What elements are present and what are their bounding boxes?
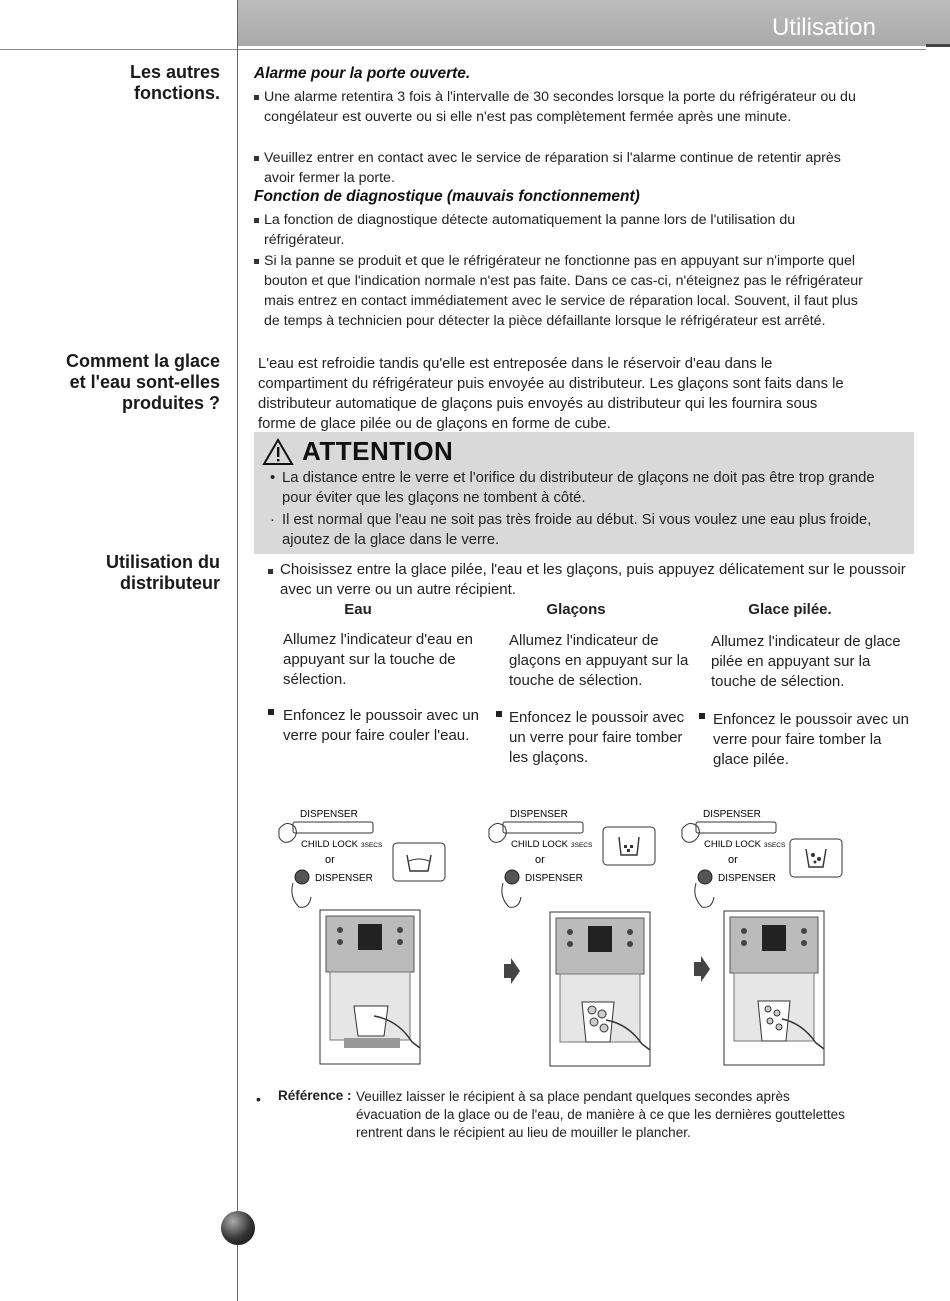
reference-text: Veuillez laisser le récipient à sa place pendant quelques secondes après évacuation de la glace ou de l'eau, de manière à ce que les dernières gouttelettes rentrent dans le récipient au lieu de mouiller le plancher. [356, 1089, 845, 1140]
margin-line [237, 0, 238, 1301]
reference-dot: • [256, 1091, 261, 1107]
alarme-bullet-1 [254, 87, 874, 127]
panel-label-or: or [325, 854, 335, 866]
attention-bullet-2-text: Il est normal que l'eau ne soit pas très froide au début. Si vous voulez une eau plus froide, ajoutez de la glace dans le verre. [282, 512, 872, 548]
column-glacons-text-1: Allumez l'indicateur de glaçons en appuyant sur la touche de sélection. [509, 632, 689, 689]
panel-label-secs: 3SECS [764, 842, 786, 849]
bullet-square [496, 711, 502, 717]
crushed-ice-indicator-icon [790, 839, 842, 877]
column-heading-eau: Eau [344, 601, 372, 618]
hand-icon [292, 883, 311, 907]
panel-label-dispenser-bottom: DISPENSER [718, 873, 776, 884]
side-heading-distributeur: Utilisation du distributeur [106, 552, 220, 593]
panel-label-or: or [728, 854, 738, 866]
panel-label-secs: 3SECS [361, 842, 383, 849]
dispenser-ice-cube-illustration [548, 910, 652, 1068]
panel-label-dispenser: DISPENSER [703, 809, 761, 820]
diagnostic-heading: Fonction de diagnostique (mauvais fonctionnement) [254, 188, 640, 205]
alarme-heading: Alarme pour la porte ouverte. [254, 65, 471, 82]
panel-label-dispenser-bottom: DISPENSER [315, 873, 373, 884]
attention-bullet-2 [270, 510, 890, 550]
side-heading-autres: Les autres fonctions. [129, 62, 220, 103]
bullet-square [254, 95, 259, 100]
panel-label-child-lock: CHILD LOCK [301, 839, 359, 850]
water-indicator-icon [393, 843, 445, 881]
button-icon [698, 870, 712, 884]
panel-label-secs: 3SECS [571, 842, 593, 849]
panel-label-child-lock: CHILD LOCK [511, 839, 569, 850]
dispenser-water-illustration [318, 908, 422, 1066]
control-panel-eau [275, 805, 465, 920]
bullet-square [699, 713, 705, 719]
column-heading-glacons: Glaçons [546, 601, 606, 618]
column-heading-glace-pilee: Glace pilée. [748, 601, 832, 618]
header-tab-mark [926, 44, 950, 47]
panel-label-child-lock: CHILD LOCK [704, 839, 762, 850]
bullet-square [254, 218, 259, 223]
column-glacons-text-2: Enfoncez le poussoir avec un verre pour faire tomber les glaçons. [509, 709, 685, 766]
arrow-right-icon [692, 956, 710, 982]
page-title: Utilisation [771, 14, 876, 41]
cubed-ice-indicator-icon [603, 827, 655, 865]
page-marker-ball [221, 1211, 255, 1245]
distrib-intro [268, 560, 918, 600]
dispenser-crushed-ice-illustration [722, 909, 826, 1067]
reference-label: Référence : [278, 1088, 352, 1103]
diagnostic-bullet-2-text: Si la panne se produit et que le réfrigérateur ne fonctionne pas en appuyant sur n'importe quel bouton et que l'indication normale n'est pas faite. Dans ce cas-ci, n'éteignez pas le réfrigérateur mais entrez en contact immédiatement avec le service de réparation local. Souvent, il faut plus de temps à technicien pour détecter la pièce défaillante lorsque le réfrigérateur est arrêté. [264, 253, 863, 329]
alarme-bullet-2-text: Veuillez entrer en contact avec le service de réparation si l'alarme continue de retentir après avoir fermer la porte. [264, 150, 841, 186]
button-icon [295, 870, 309, 884]
diagnostic-bullet-1-text: La fonction de diagnostique détecte automatiquement la panne lors de l'utilisation du réfrigérateur. [264, 212, 796, 248]
bullet-square [268, 569, 273, 574]
panel-label-dispenser: DISPENSER [510, 809, 568, 820]
hand-icon [695, 883, 714, 907]
alarme-bullet-1-text: Une alarme retentira 3 fois à l'intervalle de 30 secondes lorsque la porte du réfrigérateur ou du congélateur est ouverte ou si elle n'est pas complètement fermée après une minute. [264, 89, 856, 125]
bullet-dot: • [270, 470, 276, 486]
header-rule [0, 49, 926, 50]
warning-icon [262, 438, 294, 466]
column-glace-pilee-text-2: Enfoncez le poussoir avec un verre pour faire tomber la glace pilée. [713, 711, 909, 768]
column-eau-text-1: Allumez l'indicateur d'eau en appuyant sur la touche de sélection. [283, 631, 474, 688]
button-icon [505, 870, 519, 884]
hand-icon [502, 883, 521, 907]
alarme-bullet-2 [254, 148, 874, 188]
control-panel-glacons [485, 805, 675, 920]
diagnostic-bullet-2 [254, 251, 874, 331]
distrib-intro-text: Choisissez entre la glace pilée, l'eau et les glaçons, puis appuyez délicatement sur le poussoir avec un verre ou un autre récipient. [280, 561, 906, 598]
panel-label-dispenser-bottom: DISPENSER [525, 873, 583, 884]
attention-title: ATTENTION [302, 436, 454, 466]
side-heading-glace: Comment la glace et l'eau sont-elles produites ? [65, 351, 220, 413]
diagnostic-bullet-1 [254, 210, 874, 250]
bullet-square [268, 709, 274, 715]
panel-label-dispenser: DISPENSER [300, 809, 358, 820]
arrow-right-icon [502, 958, 520, 984]
panel-label-or: or [535, 854, 545, 866]
attention-bullet-1-text: La distance entre le verre et l'orifice du distributeur de glaçons ne doit pas être trop grande pour éviter que les glaçons ne tombent à côté. [282, 470, 875, 506]
bullet-square [254, 156, 259, 161]
bullet-square [254, 259, 259, 264]
glace-paragraph: L'eau est refroidie tandis qu'elle est entreposée dans le réservoir d'eau dans le compartiment du réfrigérateur puis envoyée au distributeur. Les glaçons sont faits dans le distributeur automatique de glaçons puis envoyés au distributeur qui les fournira sous forme de glace pilée ou de glaçons en forme de cube. [258, 356, 844, 432]
column-glace-pilee-text-1: Allumez l'indicateur de glace pilée en appuyant sur la touche de sélection. [711, 633, 901, 690]
control-panel-glace-pilee [678, 805, 868, 920]
attention-bullet-1 [270, 468, 890, 508]
column-eau-text-2: Enfoncez le poussoir avec un verre pour faire couler l'eau. [283, 707, 479, 744]
bullet-dot: · [270, 512, 275, 528]
